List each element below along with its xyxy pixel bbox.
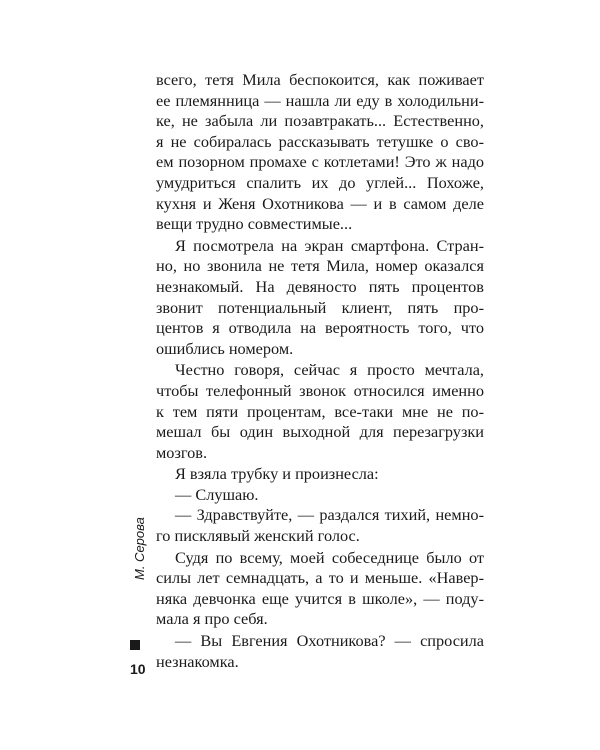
paragraph [156,70,484,235]
text-line: го писклявый женский голос. [156,526,360,546]
body-text [156,70,484,672]
text-line: ее племянница — нашла ли еду в холодильни- [156,90,484,110]
text-line: мозгов. [156,442,208,462]
text-line: мала я про себя. [156,609,268,629]
text-line: звонит потенциальный клиент, пять про- [156,297,484,317]
paragraph [156,485,484,506]
text-line: всего, тетя Мила беспокоится, как поживает [156,70,484,89]
text-line: к тем пяти процентам, все-таки мне не по- [156,401,484,421]
text-line: няка девчонка еще учится в школе», — поду- [156,588,484,608]
text-line: мешал бы один выходной для перезагрузки [156,422,484,442]
text-line: кухня и Женя Охотникова — и в самом деле [156,193,484,213]
text-line: ке, не забыла ли позавтракать... Естественно, [156,111,484,131]
text-line: Я посмотрела на экран смартфона. Стран- [175,235,484,255]
text-line: незнакомый. На девяносто пять процентов [156,276,484,296]
running-head-author: М. Серова [132,517,147,580]
text-line: чтобы телефонный звонок относился именно [156,380,484,400]
text-line: я не собиралась рассказывать тетушке о сво- [156,131,484,151]
text-line: вещи трудно совместимые... [156,214,353,234]
text-line: силы лет семнадцать, а то и меньше. «Навер- [156,568,484,588]
page-marker-square [130,640,140,650]
page-number: 10 [130,661,146,677]
text-line: Я взяла трубку и произнесла: [175,464,379,484]
text-line: ошиблись номером. [156,338,294,358]
paragraph [156,360,484,463]
text-line: — Слушаю. [175,484,259,504]
text-line: незнакомка. [156,651,239,671]
text-line: умудриться спалить их до углей... Похоже, [156,172,484,192]
text-line: центов я отводила на вероятность того, что [156,318,484,338]
text-line: — Здравствуйте, — раздался тихий, немно- [175,505,484,525]
paragraph [156,236,484,360]
paragraph [156,631,484,672]
text-line: Честно говоря, сейчас я просто мечтала, [175,360,484,380]
paragraph [156,464,484,485]
text-line: Судя по всему, моей собеседнице было от [175,547,484,567]
paragraph [156,548,484,630]
paragraph [156,505,484,546]
text-line: ем позорном промахе с котлетами! Это ж надо [156,152,484,172]
text-line: но, но звонила не тетя Мила, номер оказался [156,256,484,276]
text-line: — Вы Евгения Охотникова? — спросила [175,631,484,651]
